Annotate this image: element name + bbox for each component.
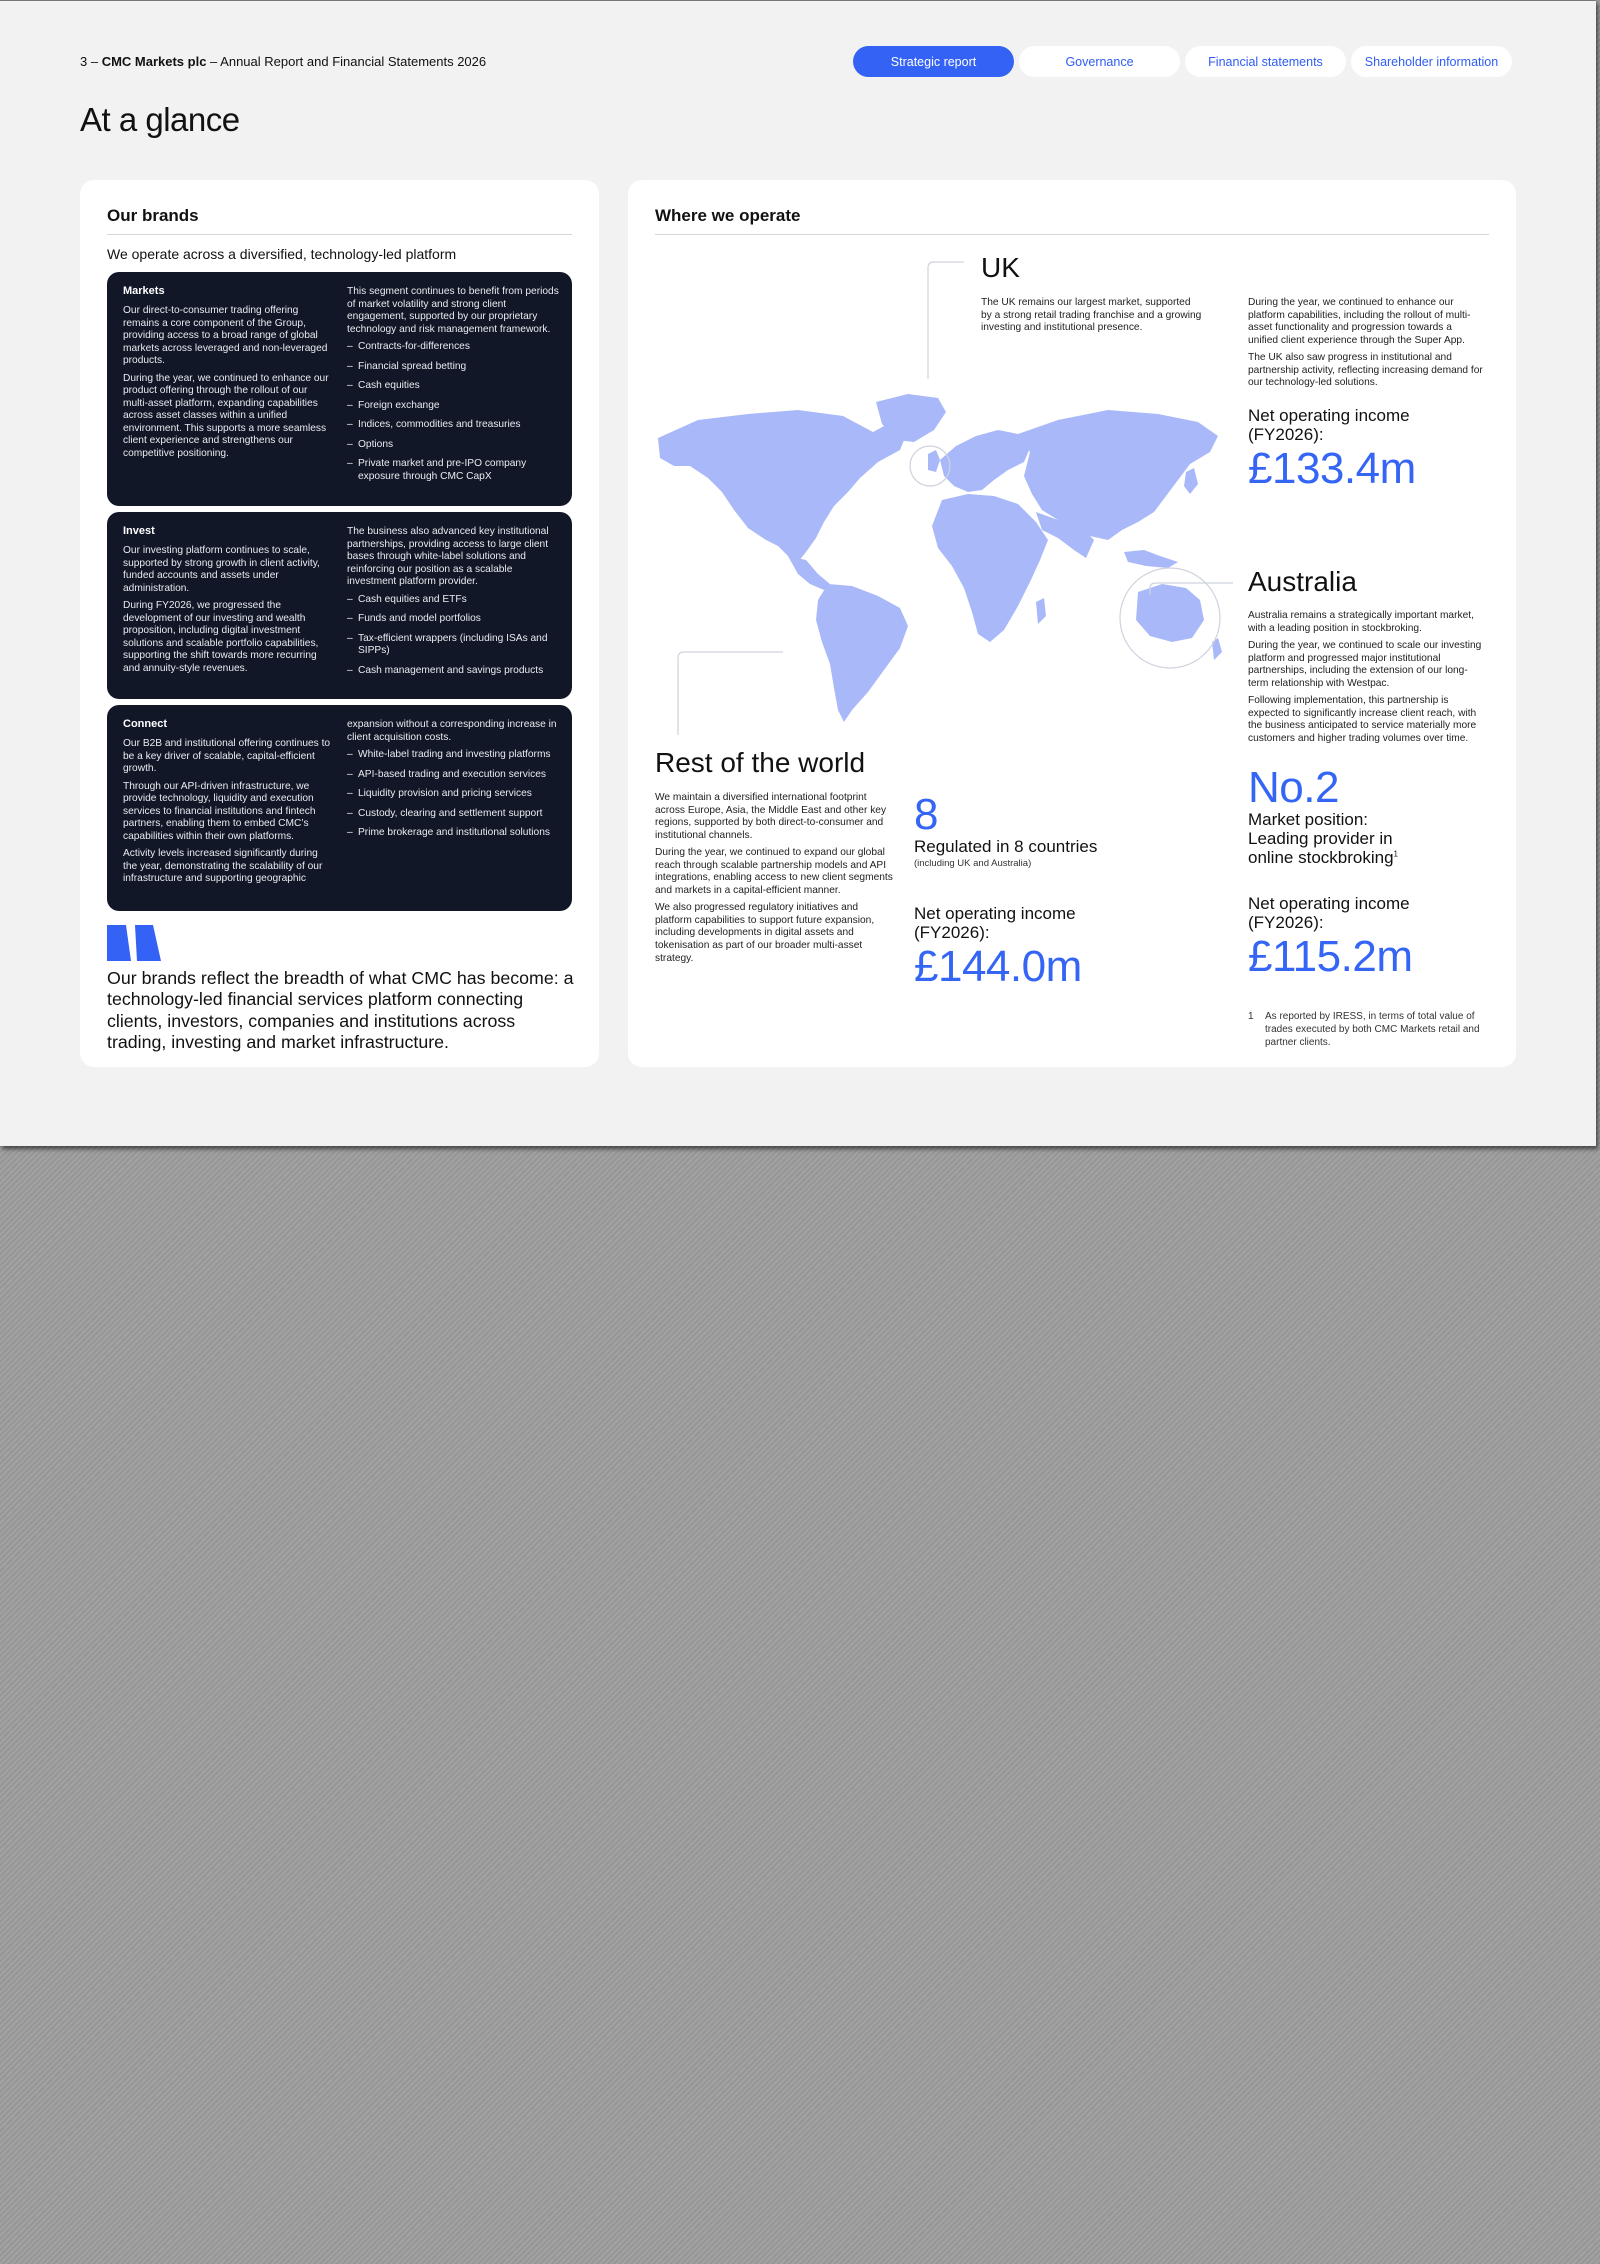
markets-title: Markets — [123, 285, 165, 297]
list-item: – Cash management and savings products — [347, 665, 559, 678]
paragraph: Our direct-to-consumer trading offering remains a core component of the Group, providing access to a broad range of global markets across leveraged and non-leveraged products. — [123, 305, 328, 367]
uk-noi-label: Net operating income (FY2026): — [1248, 406, 1410, 445]
countries-label: Regulated in 8 countries — [914, 837, 1098, 856]
rest-of-world-details — [655, 792, 895, 970]
tab-governance[interactable]: Governance — [1019, 46, 1180, 77]
divider — [107, 234, 572, 235]
rest-of-world-connector — [678, 652, 783, 735]
connect-left-text — [123, 738, 331, 891]
paragraph: We also progressed regulatory initiatives and platform capabilities to support future expansion, including developments in digital assets and tokenisation as part of our broader multi-asset strategy. — [655, 902, 875, 964]
connect-service-list — [347, 749, 559, 840]
markets-left-text — [123, 305, 331, 466]
uk-connector — [928, 262, 964, 379]
australia-noi-label: Net operating income (FY2026): — [1248, 894, 1410, 933]
invest-product-list — [347, 594, 559, 678]
our-brands-title: Our brands — [107, 206, 199, 225]
list-item: – Funds and model portfolios — [347, 613, 559, 626]
invest-title: Invest — [123, 525, 155, 537]
list-item: – Private market and pre-IPO company exposure through CMC CapX — [347, 458, 559, 483]
connect-title: Connect — [123, 718, 167, 730]
list-item: – Contracts-for-differences — [347, 341, 559, 354]
australia-rank-label — [1248, 810, 1423, 868]
tab-financial-statements[interactable]: Financial statements — [1185, 46, 1346, 77]
australia-noi-value: £115.2m — [1248, 932, 1413, 981]
list-item: – White-label trading and investing platforms — [347, 749, 559, 762]
paragraph: Activity levels increased significantly during the year, demonstrating the scalability of our infrastructure and supporting geographic — [123, 848, 323, 885]
list-item: – Liquidity provision and pricing services — [347, 788, 559, 801]
australia-rank: No.2 — [1248, 763, 1339, 812]
paragraph: Our investing platform continues to scale, supported by strong growth in client activity, funded accounts and assets under administration. — [123, 545, 320, 594]
paragraph: During FY2026, we progressed the development of our investing and wealth proposition, including digital investment solutions and scalable portfolio capabilities, supporting the shift towards more recurring and annuity-style revenues. — [123, 600, 319, 674]
list-item: – Financial spread betting — [347, 361, 559, 374]
paragraph: During the year, we continued to enhance our platform capabilities, including the rollout of multi-asset functionality and progression towards a unified client experience through the Super App. — [1248, 297, 1471, 346]
paragraph: The UK also saw progress in institutional and partnership activity, reflecting increasing demand for our technology-led solutions. — [1248, 352, 1483, 389]
connect-right-text — [347, 719, 559, 847]
markets-brand-box — [107, 272, 572, 506]
invest-brand-box — [107, 512, 572, 699]
australia-title: Australia — [1248, 566, 1357, 597]
australia-connector — [1150, 583, 1233, 595]
page-number: 3 – — [80, 54, 102, 69]
uk-title: UK — [981, 252, 1020, 283]
where-we-operate-title: Where we operate — [655, 206, 801, 225]
brands-intro: We operate across a diversified, technology-led platform — [107, 246, 457, 262]
company-name: CMC Markets plc — [101, 54, 207, 69]
uk-details — [1248, 297, 1483, 395]
paragraph: Through our API-driven infrastructure, we provide technology, liquidity and execution services to financial institutions and fintech partners, enabling them to embed CMC’s capabilities within their own platforms. — [123, 780, 316, 842]
connect-brand-box — [107, 705, 572, 911]
rank-label-text: Market position: Leading provider in online stockbroking — [1248, 810, 1394, 868]
document-title: – Annual Report and Financial Statements 2026 — [206, 54, 487, 69]
list-item: – Custody, clearing and settlement support — [347, 808, 559, 821]
markets-product-list — [347, 341, 559, 483]
footnote-number: 1 — [1248, 1011, 1254, 1022]
paragraph: During the year, we continued to scale our investing platform and progressed major institutional partnerships, including the extension of our long-term relationship with Westpac. — [1248, 640, 1482, 689]
list-item: – Options — [347, 439, 559, 452]
row-noi-value: £144.0m — [914, 942, 1082, 991]
row-noi-label: Net operating income (FY2026): — [914, 904, 1076, 943]
quote-mark-icon — [107, 925, 161, 961]
paragraph: The business also advanced key institutional partnerships, providing access to large client bases through white-label solutions and reinforcing our position as a scalable investment platform provider. — [347, 526, 549, 588]
paragraph: Following implementation, this partnership is expected to significantly increase client reach, with the business anticipated to service materially more customers and higher trading volumes over time. — [1248, 695, 1477, 744]
uk-intro: The UK remains our largest market, supported by a strong retail trading franchise and a growing investing and institutional presence. — [981, 297, 1202, 334]
paragraph: We maintain a diversified international footprint across Europe, Asia, the Middle East and other key regions, supported by both direct-to-consumer and institutional channels. — [655, 792, 887, 841]
list-item: – Foreign exchange — [347, 400, 559, 413]
where-we-operate-card — [628, 180, 1516, 1067]
paragraph: This segment continues to benefit from periods of market volatility and strong client engagement, supported by our proprietary technology and risk management framework. — [347, 286, 559, 335]
paragraph: expansion without a corresponding increase in client acquisition costs. — [347, 719, 557, 743]
footnote-text: As reported by IRESS, in terms of total value of trades executed by both CMC Markets retail and partner clients. — [1265, 1011, 1480, 1048]
list-item: – API-based trading and execution services — [347, 769, 559, 782]
countries-count: 8 — [914, 790, 938, 839]
list-item: – Cash equities — [347, 380, 559, 393]
countries-note: (including UK and Australia) — [914, 858, 1032, 869]
markets-right-text — [347, 286, 559, 491]
brands-quote: Our brands reflect the breadth of what CMC has become: a technology-led financial services platform connecting clients, investors, companies and institutions across trading, investing and market infrastructure. — [107, 968, 574, 1053]
list-item: – Cash equities and ETFs — [347, 594, 559, 607]
australia-details — [1248, 610, 1486, 750]
invest-right-text — [347, 526, 559, 684]
paragraph: During the year, we continued to expand our global reach through scalable partnership models and API integrations, enabling access to new client segments and markets in a capital-efficient manner. — [655, 847, 893, 896]
invest-left-text — [123, 545, 331, 680]
paragraph: Our B2B and institutional offering continues to be a key driver of scalable, capital-efficient growth. — [123, 738, 331, 775]
section-nav — [853, 46, 1512, 77]
our-brands-card — [80, 180, 599, 1067]
tab-shareholder-information[interactable]: Shareholder information — [1351, 46, 1512, 77]
rest-of-world-title: Rest of the world — [655, 747, 866, 778]
uk-noi-value: £133.4m — [1248, 444, 1416, 493]
page-title: At a glance — [80, 101, 240, 138]
list-item: – Prime brokerage and institutional solutions — [347, 827, 559, 840]
list-item: – Tax-efficient wrappers (including ISAs and SIPPs) — [347, 633, 559, 658]
list-item: – Indices, commodities and treasuries — [347, 419, 559, 432]
footnote-marker: 1 — [1393, 849, 1398, 859]
page-header — [80, 54, 486, 69]
paragraph: During the year, we continued to enhance our product offering through the rollout of our multi-asset platform, expanding capabilities across asset classes within a unified environment. This supports a more seamless client experience and strengthens our competitive positioning. — [123, 372, 329, 460]
tab-strategic-report[interactable]: Strategic report — [853, 46, 1014, 77]
paragraph: Australia remains a strategically important market, with a leading position in stockbroking. — [1248, 610, 1474, 634]
